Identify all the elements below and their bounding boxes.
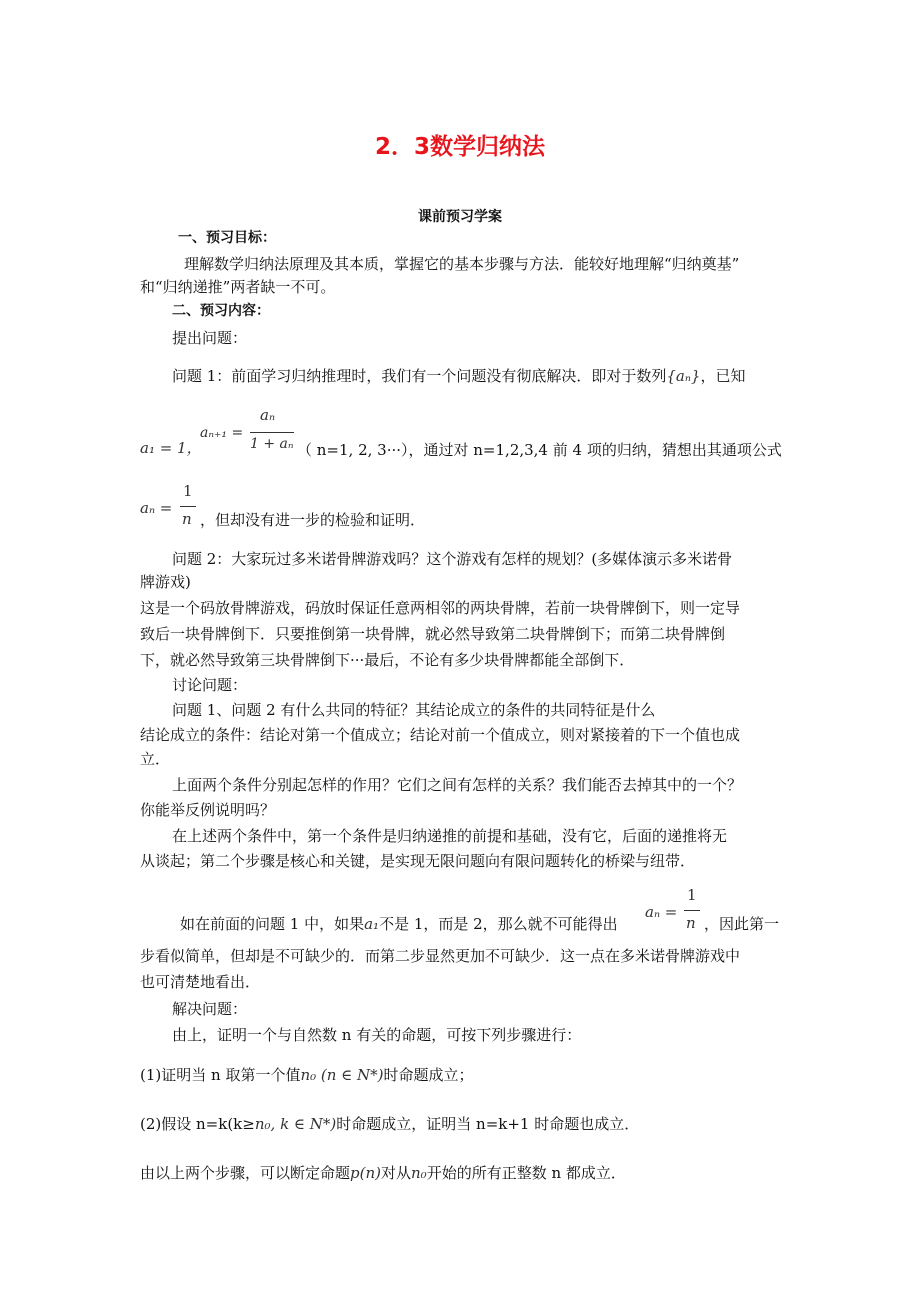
sequence-formula: {aₙ} — [666, 367, 701, 385]
example-line-1 — [180, 914, 618, 934]
page-title: 2．3数学归纳法 — [374, 134, 545, 160]
proposition-symbol: p(n) — [350, 1164, 381, 1182]
heading-preview-content: 二、预习内容： — [172, 303, 270, 319]
discussion-line-2: 结论成立的条件：结论对第一个值成立；结论对前一个值成立，则对紧接着的下一个值也成 — [140, 726, 741, 744]
domino-line-2: 致后一块骨牌倒下．只要推倒第一块骨牌，就必然导致第二块骨牌倒下；而第二块骨牌倒 — [140, 625, 726, 643]
problem-1-text: 问题 1：前面学习归纳推理时，我们有一个问题没有彻底解决．即对于数列 — [172, 367, 667, 385]
solve-label: 解决问题： — [172, 1000, 248, 1018]
problem-1-line-1 — [172, 366, 745, 386]
problem-1-line-3: ，但却没有进一步的检验和证明． — [200, 511, 426, 529]
problem-2-line-2: 牌游戏) — [140, 573, 191, 591]
goal-line-2: 和“归纳递推”两者缺一不可。 — [140, 278, 336, 296]
raise-question-label: 提出问题： — [172, 329, 248, 347]
problem-1-line-2: （ n=1, 2, 3···），通过对 n=1,2,3,4 前 4 项的归纳，猜想出其通项公式 — [297, 441, 782, 459]
recursion-denominator: 1 + aₙ — [250, 436, 294, 452]
example-text-b: 不是 1，而是 2，那么就不可能得出 — [379, 915, 618, 933]
heading-preview-goals: 一、预习目标： — [178, 230, 276, 246]
example-line-1-tail: ，因此第一 — [704, 915, 780, 933]
problem-2-line-1: 问题 2：大家玩过多米诺骨牌游戏吗？这个游戏有怎样的规划？(多媒体演示多米诺骨 — [172, 550, 733, 568]
example-line-3: 也可清楚地看出． — [140, 973, 261, 991]
example-line-2: 步看似简单，但却是不可缺少的．而第二步显然更加不可缺少．这一点在多米诺骨牌游戏中 — [140, 947, 741, 965]
n0-symbol: n₀ — [411, 1164, 427, 1182]
discussion-line-3: 立． — [140, 750, 171, 768]
initial-term-formula: a₁ = 1， — [140, 439, 202, 457]
conclusion-text-c: 开始的所有正整数 n 都成立． — [426, 1164, 626, 1182]
general-term-numerator: 1 — [183, 482, 193, 500]
step-1 — [140, 1065, 474, 1085]
conclusion — [140, 1163, 626, 1183]
step-1-tail: 时命题成立； — [383, 1066, 474, 1084]
fraction-bar — [250, 432, 294, 433]
general-term-lhs: aₙ = — [140, 499, 173, 517]
fraction-bar — [684, 910, 700, 911]
recursion-lhs: aₙ₊₁ = — [200, 425, 244, 441]
discussion-line-1: 问题 1、问题 2 有什么共同的特征？其结论成立的条件的共同特征是什么 — [172, 701, 656, 719]
step-2-text: (2)假设 n=k(k≥ — [140, 1115, 255, 1133]
domino-line-3: 下，就必然导致第三块骨牌倒下···最后，不论有多少块骨牌都能全部倒下． — [140, 651, 635, 669]
recursion-numerator: aₙ — [260, 406, 276, 424]
procedure-intro: 由上，证明一个与自然数 n 有关的命题，可按下列步骤进行： — [172, 1026, 582, 1044]
example-text-a: 如在前面的问题 1 中，如果 — [180, 915, 365, 933]
step-1-text: (1)证明当 n 取第一个值 — [140, 1066, 301, 1084]
general-term-denominator: n — [182, 510, 192, 528]
step-2 — [140, 1114, 639, 1134]
roles-line-2: 你能举反例说明吗？ — [140, 801, 276, 819]
conclusion-text-a: 由以上两个步骤，可以断定命题 — [140, 1164, 351, 1182]
section-subtitle: 课前预习学案 — [418, 209, 502, 225]
a1-symbol: a₁ — [364, 915, 380, 933]
step-1-formula: n₀ (n ∈ N*) — [300, 1066, 384, 1084]
problem-1-tail: ，已知 — [700, 367, 746, 385]
general-term-numerator-2: 1 — [687, 886, 697, 904]
step-2-tail: 时命题成立，证明当 n=k+1 时命题也成立． — [336, 1115, 640, 1133]
discussion-label: 讨论问题： — [172, 676, 248, 694]
steps-explain-line-2: 从谈起；第二个步骤是核心和关键，是实现无限问题向有限问题转化的桥梁与纽带． — [140, 852, 696, 870]
roles-line-1: 上面两个条件分别起怎样的作用？它们之间有怎样的关系？我们能否去掉其中的一个？ — [172, 776, 743, 794]
general-term-denominator-2: n — [686, 914, 696, 932]
step-2-formula: n₀, k ∈ N*) — [254, 1115, 337, 1133]
general-term-lhs-2: aₙ = — [645, 903, 678, 921]
conclusion-text-b: 对从 — [380, 1164, 411, 1182]
goal-line-1: 理解数学归纳法原理及其本质，掌握它的基本步骤与方法．能较好地理解“归纳奠基” — [184, 255, 740, 273]
fraction-bar — [180, 506, 196, 507]
domino-line-1: 这是一个码放骨牌游戏，码放时保证任意两相邻的两块骨牌，若前一块骨牌倒下，则一定导 — [140, 599, 741, 617]
steps-explain-line-1: 在上述两个条件中，第一个条件是归纳递推的前提和基础，没有它，后面的递推将无 — [172, 827, 728, 845]
